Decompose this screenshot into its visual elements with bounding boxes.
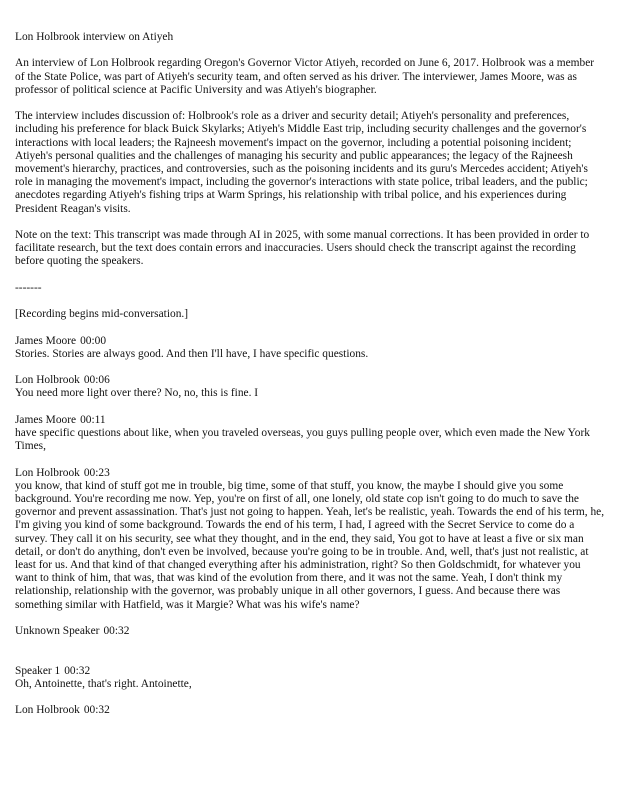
speaker-line [15, 467, 605, 480]
speaker-name: Lon Holbrook [15, 374, 80, 387]
utterance-text: have specific questions about like, when you traveled overseas, you guys pulling people over, which even made the New York Times, [15, 426, 590, 453]
speaker-name: James Moore [15, 413, 77, 426]
timestamp: 00:11 [80, 413, 106, 426]
speaker-line [15, 665, 605, 678]
transcript-segment [15, 704, 605, 717]
speaker-name: Unknown Speaker [15, 624, 100, 637]
speaker-line [15, 625, 605, 638]
recording-note: [Recording begins mid-conversation.] [15, 308, 189, 321]
transcript-segment [15, 374, 605, 400]
utterance-text: you know, that kind of stuff got me in trouble, big time, some of that stuff, you know, the maybe I should give you some background. You're recording me now. Yep, you're on first of all, one lonely, old state cop isn't going to do much to save the governor and prevent assassination. That's just not going to happen. Yeah, let's be realistic, yeah. Towards the end of his term, he, I'm giving you kind of some background. Towards the end of his term, I had, I agreed with the Secret Service to come do a survey. They call it on his security, see what they thought, and in the end, they said, You got to have at least a five or six man detail, or don't do anything, don't even be involved, because you're going to be in trouble. And, well, that's just not realistic, at least for us. And that kind of that changed everything after his administration, right? So then Goldschmidt, for whatever you want to think of him, that was, that was kind of the evolution from there, and it was not the same. Yeah, I don't think my relationship, relationship with the governor, was probably unique in all other governors, I guess. And because there was something similar with Hatfield, was it Margie? What was his wife's name? [15, 479, 605, 611]
summary-paragraph: An interview of Lon Holbrook regarding Oregon's Governor Victor Atiyeh, recorded on June 6, 2017. Holbrook was a member of the State Police, was part of Atiyeh's security team, and often served as his driver. The interviewer, James Moore, was as professor of political science at Pacific University and was Atiyeh's biographer. [15, 57, 595, 96]
transcript-note-paragraph: Note on the text: This transcript was made through AI in 2025, with some manual corrections. It has been provided in order to facilitate research, but the text does contain errors and inaccuracies. Users should check the transcript against the recording before quoting the speakers. [15, 229, 590, 268]
transcript-segment [15, 335, 605, 361]
transcript-segment [15, 625, 605, 638]
utterance-text: Stories. Stories are always good. And then I'll have, I have specific questions. [15, 347, 369, 360]
speaker-line [15, 414, 605, 427]
utterance-text: Oh, Antoinette, that's right. Antoinette, [15, 677, 192, 690]
speaker-line [15, 374, 605, 387]
timestamp: 00:32 [103, 624, 130, 637]
timestamp: 00:23 [83, 466, 110, 479]
transcript-segment [15, 467, 605, 612]
transcript-segment [15, 665, 605, 691]
speaker-line [15, 704, 605, 717]
timestamp: 00:06 [83, 374, 110, 387]
speaker-name: James Moore [15, 334, 77, 347]
speaker-name: Lon Holbrook [15, 466, 80, 479]
timestamp: 00:32 [83, 704, 110, 717]
topics-paragraph: The interview includes discussion of: Holbrook's role as a driver and security detail; Atiyeh's personality and preferences, including his preference for black Buick Skylarks; Atiyeh's Middle East trip, including security challenges and the governor's interactions with local leaders; the Rajneesh movement's impact on the governor, including a potential poisoning incident; Atiyeh's personal qualities and the challenges of managing his security and public appearances; the legacy of the Rajneesh movement's hierarchy, practices, and controversies, such as the poisoning incidents and its guru's Mercedes accident; Atiyeh's role in managing the movement's impact, including the governor's interactions with state police, tribal leaders, and the public; anecdotes regarding Atiyeh's fishing trips at Warm Springs, his relationship with tribal police, and his experiences during President Reagan's visits. [15, 110, 588, 215]
document-title: Lon Holbrook interview on Atiyeh [15, 31, 174, 43]
speaker-name: Speaker 1 [15, 664, 61, 677]
transcript-segment [15, 414, 605, 454]
speaker-line [15, 335, 605, 348]
timestamp: 00:00 [80, 334, 107, 347]
utterance-text: You need more light over there? No, no, this is fine. I [15, 387, 259, 400]
speaker-name: Lon Holbrook [15, 704, 80, 717]
section-divider: ------- [15, 281, 42, 294]
document-body [15, 31, 605, 731]
timestamp: 00:32 [64, 664, 91, 677]
